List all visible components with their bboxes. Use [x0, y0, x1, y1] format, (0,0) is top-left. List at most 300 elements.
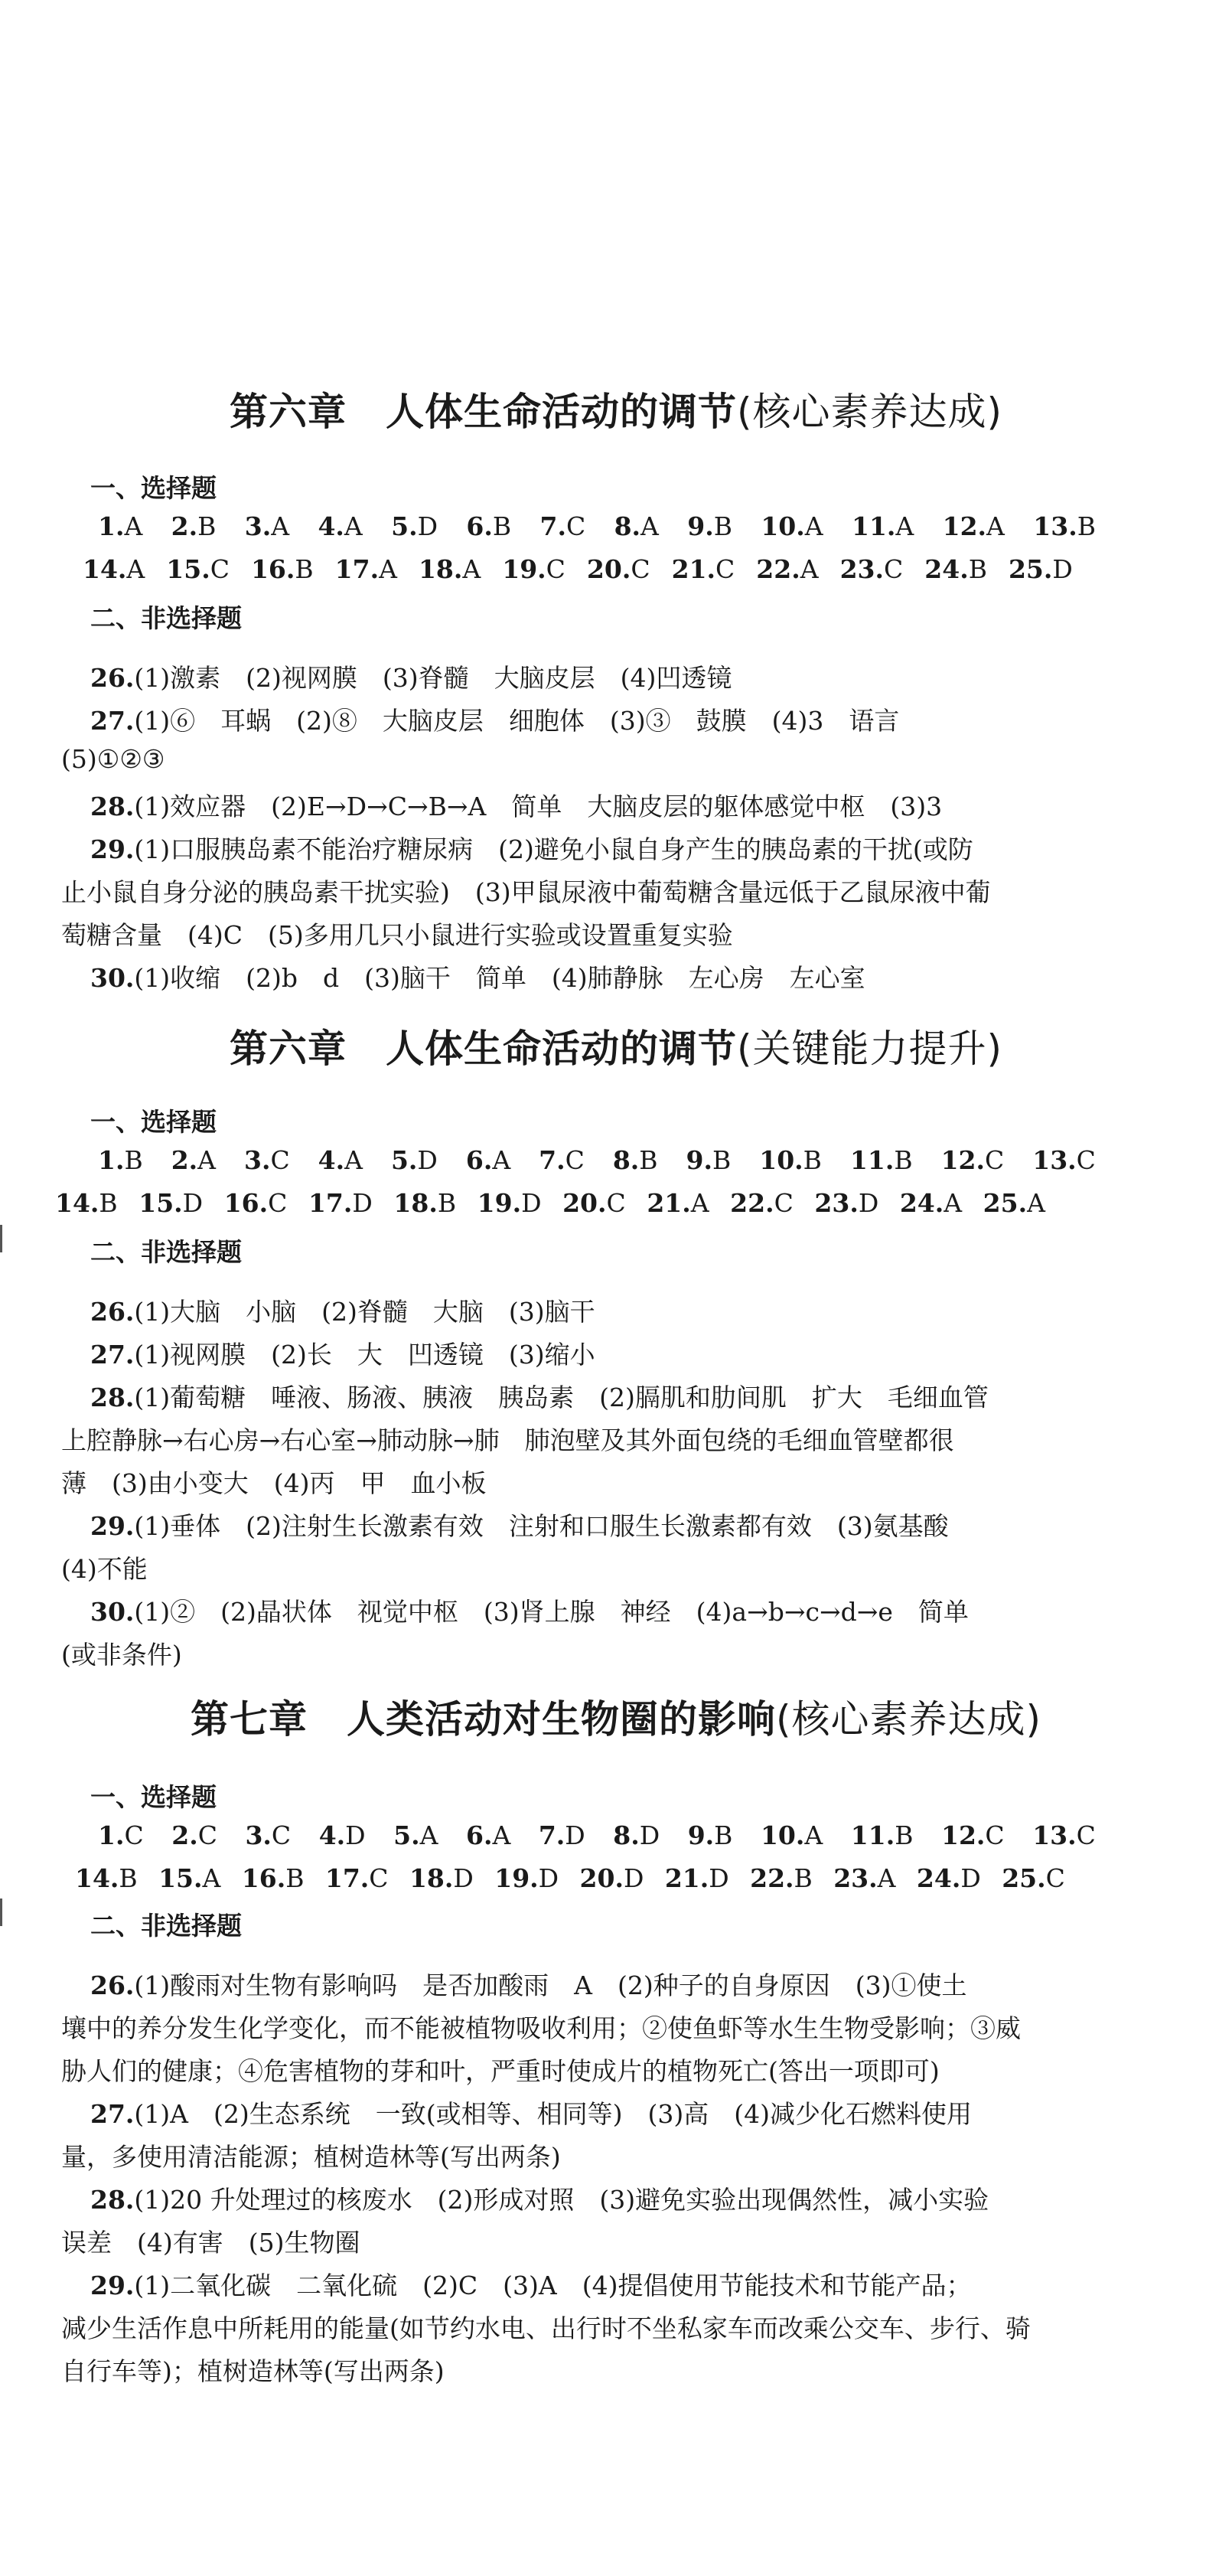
answer-letter: A — [124, 511, 143, 541]
choice-answer-item — [562, 1188, 626, 1218]
question-number: 20. — [579, 1863, 624, 1893]
choice-answer-item — [244, 1145, 290, 1175]
choice-answer-item — [539, 1820, 585, 1850]
nonchoice-heading: 二、非选择题 — [90, 1911, 242, 1941]
answer-line — [90, 958, 1146, 994]
answer-letter: C — [197, 1820, 217, 1850]
answer-letter: C — [1076, 1145, 1096, 1175]
chapter-title-sub: (核心素养达成) — [775, 1697, 1041, 1742]
answer-text: (1)口服胰岛素不能治疗糖尿病 (2)避免小鼠自身产生的胰岛素的干扰(或防 — [134, 834, 973, 864]
choice-answer-item — [245, 1820, 291, 1850]
choice-answer-item — [466, 511, 511, 541]
question-number: 7. — [538, 1820, 565, 1850]
chapter-title-main: 第六章 人体生命活动的调节 — [229, 390, 737, 434]
answer-letter: B — [197, 511, 217, 541]
choice-answer-item — [171, 1820, 217, 1850]
answer-letter: B — [639, 1145, 658, 1175]
choice-answer-item — [983, 1188, 1045, 1218]
question-number: 29. — [90, 2271, 135, 2300]
question-number: 23. — [814, 1188, 859, 1218]
answer-letter: C — [565, 511, 586, 541]
answer-text: 自行车等)；植树造林等(写出两条) — [61, 2356, 445, 2386]
chapter-title — [0, 1018, 1232, 1073]
question-number: 11. — [851, 511, 896, 541]
answer-text: (1)视网膜 (2)长 大 凹透镜 (3)缩小 — [134, 1340, 595, 1370]
choice-answer-item — [850, 1145, 913, 1175]
answer-line — [61, 873, 1117, 909]
question-number: 18. — [418, 554, 463, 584]
question-number: 16. — [250, 554, 295, 584]
choice-answer-item — [761, 1820, 823, 1850]
question-number: 12. — [940, 1820, 986, 1850]
choice-answer-item — [477, 1188, 542, 1218]
answer-letter: C — [631, 554, 650, 584]
choice-answer-item — [814, 1188, 878, 1218]
question-number: 5. — [390, 1145, 418, 1175]
question-number: 13. — [1033, 511, 1077, 541]
question-number: 23. — [839, 554, 884, 584]
question-number: 24. — [899, 1188, 944, 1218]
answer-line — [90, 1592, 1146, 1628]
answer-letter: B — [712, 1145, 732, 1175]
answer-line — [90, 1507, 1146, 1543]
question-number: 3. — [245, 1820, 272, 1850]
question-number: 15. — [158, 1863, 203, 1893]
choice-answer-item — [319, 1820, 366, 1850]
answer-letter: D — [623, 1863, 644, 1893]
choice-answer-item — [665, 1863, 729, 1893]
choice-answer-item — [393, 1188, 456, 1218]
answer-text: (1)二氧化碳 二氧化硫 (2)C (3)A (4)提倡使用节能技术和节能产品； — [134, 2271, 972, 2300]
answer-letter: C — [546, 554, 565, 584]
answer-line — [61, 2052, 1117, 2088]
choice-answer-item — [308, 1188, 373, 1218]
chapter-title-sub: (核心素养达成) — [736, 390, 1002, 434]
question-number: 5. — [391, 511, 418, 541]
answer-letter: B — [713, 511, 732, 541]
answer-letter: B — [895, 1820, 914, 1850]
question-number: 14. — [83, 554, 127, 584]
question-number: 25. — [1002, 1863, 1046, 1893]
answer-line — [61, 744, 1117, 774]
choice-answer-item — [587, 554, 650, 584]
question-number: 19. — [477, 1188, 522, 1218]
answer-letter: A — [271, 511, 290, 541]
answer-letter: A — [804, 1820, 823, 1850]
question-number: 6. — [465, 1820, 493, 1850]
answer-letter: B — [968, 554, 987, 584]
question-number: 11. — [849, 1145, 895, 1175]
answer-letter: D — [538, 1863, 559, 1893]
answer-line — [61, 2223, 1117, 2259]
answer-text: (1)20 升处理过的核废水 (2)形成对照 (3)避免实验出现偶然性，减小实验 — [134, 2185, 989, 2215]
question-number: 22. — [730, 1188, 774, 1218]
question-number: 3. — [244, 511, 272, 541]
choice-answer-item — [580, 1863, 644, 1893]
answer-text: 止小鼠自身分泌的胰岛素干扰实验) (3)甲鼠尿液中葡萄糖含量远低于乙鼠尿液中葡 — [61, 877, 991, 907]
answer-letter: C — [1045, 1863, 1065, 1893]
answer-line — [61, 916, 1117, 952]
choice-answers-row — [75, 1863, 1065, 1893]
question-number: 4. — [318, 1820, 346, 1850]
choice-answer-item — [613, 1145, 658, 1175]
answer-letter: B — [714, 1820, 733, 1850]
answer-letter: D — [182, 1188, 204, 1218]
choice-answer-item — [318, 1145, 363, 1175]
question-number: 13. — [1032, 1145, 1077, 1175]
choice-answer-item — [409, 1863, 474, 1893]
question-number: 7. — [539, 511, 566, 541]
question-number: 24. — [916, 1863, 961, 1893]
choice-answer-item — [98, 1145, 143, 1175]
question-number: 4. — [318, 511, 344, 541]
question-number: 19. — [502, 554, 546, 584]
answer-text: (5)①②③ — [61, 744, 165, 774]
choice-answer-item — [1009, 554, 1073, 584]
choice-answers-row — [98, 1820, 1096, 1850]
question-number: 8. — [614, 511, 641, 541]
answer-line — [90, 787, 1146, 823]
answer-letter: D — [709, 1863, 729, 1893]
nonchoice-heading: 二、非选择题 — [90, 1237, 242, 1267]
answer-letter: C — [985, 1145, 1005, 1175]
choice-answer-item — [245, 511, 289, 541]
answer-text: 萄糖含量 (4)C (5)多用几只小鼠进行实验或设置重复实验 — [61, 920, 733, 950]
answer-line — [90, 658, 1146, 694]
question-number: 29. — [90, 834, 135, 864]
question-number: 6. — [465, 1145, 493, 1175]
choice-answer-item — [900, 1188, 962, 1218]
answer-letter: D — [417, 511, 438, 541]
choice-answer-item — [647, 1188, 709, 1218]
question-number: 6. — [466, 511, 493, 541]
answer-line — [61, 1464, 1117, 1500]
choice-answer-item — [325, 1863, 389, 1893]
question-number: 3. — [243, 1145, 271, 1175]
choice-answer-item — [672, 554, 735, 584]
question-number: 25. — [1008, 554, 1053, 584]
question-number: 27. — [90, 706, 135, 736]
choice-answer-item — [466, 1145, 510, 1175]
question-number: 1. — [98, 1145, 125, 1175]
answer-line — [61, 1421, 1117, 1457]
answer-letter: A — [126, 554, 145, 584]
answer-letter: C — [884, 554, 904, 584]
answer-letter: A — [419, 1820, 438, 1850]
choice-answer-item — [1032, 1145, 1096, 1175]
choice-answer-item — [540, 511, 586, 541]
answer-text: 上腔静脉→右心房→右心室→肺动脉→肺 肺泡壁及其外面包绕的毛细血管壁都很 — [61, 1425, 954, 1455]
chapter-title-sub: (关键能力提升) — [736, 1027, 1002, 1071]
answer-letter: D — [521, 1188, 542, 1218]
answer-line — [61, 1549, 1117, 1585]
question-number: 14. — [55, 1188, 99, 1218]
choice-answer-item — [924, 554, 987, 584]
answer-letter: A — [492, 1145, 511, 1175]
choice-answer-item — [98, 1820, 144, 1850]
answer-letter: B — [1077, 511, 1096, 541]
question-number: 12. — [940, 1145, 985, 1175]
question-number: 15. — [139, 1188, 183, 1218]
answer-letter: C — [985, 1820, 1005, 1850]
answer-line — [90, 2266, 1146, 2302]
choice-answer-item — [393, 1820, 438, 1850]
answer-letter: A — [877, 1863, 896, 1893]
answer-letter: C — [565, 1145, 585, 1175]
question-number: 16. — [223, 1188, 269, 1218]
question-number: 9. — [687, 1820, 715, 1850]
answer-line — [90, 1966, 1146, 2002]
answer-letter: A — [197, 1145, 216, 1175]
question-number: 28. — [90, 1383, 135, 1412]
question-number: 30. — [90, 963, 135, 993]
answer-letter: C — [774, 1188, 794, 1218]
answer-letter: B — [119, 1863, 138, 1893]
choice-answer-item — [943, 511, 1005, 541]
choice-answer-item — [756, 554, 818, 584]
answer-letter: C — [606, 1188, 626, 1218]
answer-letter: A — [379, 554, 397, 584]
question-number: 28. — [90, 792, 135, 821]
choice-answer-item — [833, 1863, 895, 1893]
answer-line — [90, 701, 1146, 737]
choice-answer-item — [55, 1188, 118, 1218]
answer-text: (1)大脑 小脑 (2)脊髓 大脑 (3)脑干 — [134, 1297, 595, 1327]
question-number: 20. — [586, 554, 631, 584]
choice-heading: 一、选择题 — [90, 473, 217, 503]
answer-text: (4)不能 — [61, 1554, 148, 1584]
answer-letter: A — [344, 511, 363, 541]
answer-text: 壤中的养分发生化学变化，而不能被植物吸收利用；②使鱼虾等水生生物受影响；③威 — [61, 2013, 1021, 2043]
answer-text: (1)葡萄糖 唾液、肠液、胰液 胰岛素 (2)膈肌和肋间肌 扩大 毛细血管 — [134, 1383, 989, 1412]
answer-text: 误差 (4)有害 (5)生物圈 — [61, 2228, 360, 2258]
choice-answer-item — [502, 554, 565, 584]
question-number: 21. — [664, 1863, 709, 1893]
answer-line — [61, 2137, 1117, 2173]
answer-letter: C — [1076, 1820, 1096, 1850]
choice-answer-item — [158, 1863, 220, 1893]
question-number: 2. — [171, 1145, 198, 1175]
answer-line — [61, 1635, 1117, 1671]
question-number: 21. — [671, 554, 716, 584]
choice-answers-row — [98, 511, 1096, 541]
answer-letter: D — [345, 1820, 366, 1850]
answer-text: (1)⑥ 耳蜗 (2)⑧ 大脑皮层 细胞体 (3)③ 鼓膜 (4)3 语言 — [134, 706, 900, 736]
answer-letter: A — [640, 511, 659, 541]
answer-line — [61, 2352, 1117, 2388]
choice-answer-item — [1002, 1863, 1065, 1893]
answer-letter: C — [270, 1145, 290, 1175]
answer-letter: A — [1027, 1188, 1045, 1218]
question-number: 26. — [90, 663, 135, 693]
choice-answer-item — [613, 1820, 660, 1850]
question-number: 18. — [393, 1188, 438, 1218]
question-number: 28. — [90, 2185, 135, 2215]
choice-answer-item — [171, 511, 217, 541]
question-number: 26. — [90, 1297, 135, 1327]
choice-answer-item — [750, 1863, 813, 1893]
chapter-title — [0, 1689, 1232, 1744]
answer-text: (1)效应器 (2)E→D→C→B→A 简单 大脑皮层的躯体感觉中枢 (3)3 — [134, 792, 943, 821]
choice-answers-row — [55, 1188, 1045, 1218]
choice-answer-item — [242, 1863, 305, 1893]
choice-heading: 一、选择题 — [90, 1782, 217, 1812]
choice-heading: 一、选择题 — [90, 1107, 217, 1137]
question-number: 7. — [539, 1145, 565, 1175]
answer-line — [61, 2309, 1117, 2345]
answer-letter: D — [417, 1145, 438, 1175]
choice-answer-item — [466, 1820, 510, 1850]
nonchoice-heading: 二、非选择题 — [90, 603, 242, 633]
answer-letter: C — [715, 554, 735, 584]
question-number: 12. — [942, 511, 987, 541]
answer-letter: C — [369, 1863, 389, 1893]
question-number: 21. — [647, 1188, 691, 1218]
answer-line — [61, 2009, 1117, 2045]
choice-answer-item — [391, 1145, 438, 1175]
answer-letter: A — [800, 554, 819, 584]
answer-letter: B — [894, 1145, 913, 1175]
choice-answer-item — [730, 1188, 794, 1218]
answer-line — [90, 830, 1146, 866]
question-number: 1. — [98, 511, 125, 541]
choice-answer-item — [917, 1863, 981, 1893]
answer-letter: A — [944, 1188, 963, 1218]
answer-line — [90, 1292, 1146, 1328]
choice-answer-item — [1032, 1820, 1096, 1850]
answer-line — [90, 1378, 1146, 1414]
choice-answer-item — [494, 1863, 559, 1893]
question-number: 26. — [90, 1970, 135, 2000]
question-number: 11. — [850, 1820, 895, 1850]
question-number: 9. — [687, 511, 714, 541]
answer-letter: C — [268, 1188, 288, 1218]
choice-answer-item — [687, 511, 732, 541]
question-number: 20. — [562, 1188, 607, 1218]
question-number: 2. — [171, 511, 198, 541]
question-number: 19. — [494, 1863, 539, 1893]
answer-line — [90, 2094, 1146, 2130]
question-number: 27. — [90, 1340, 135, 1370]
answer-letter: D — [453, 1863, 474, 1893]
question-number: 24. — [924, 554, 969, 584]
choice-answer-item — [941, 1820, 1005, 1850]
answer-letter: C — [210, 554, 230, 584]
choice-answer-item — [98, 511, 142, 541]
answer-text: (1)酸雨对生物有影响吗 是否加酸雨 A (2)种子的自身原因 (3)①使土 — [134, 1970, 967, 2000]
answer-letter: A — [986, 511, 1005, 541]
answer-letter: A — [344, 1145, 363, 1175]
choice-answers-row — [83, 554, 1073, 584]
question-number: 4. — [318, 1145, 345, 1175]
answer-letter: A — [462, 554, 481, 584]
answer-text: 量，多使用清洁能源；植树造林等(写出两条) — [61, 2142, 561, 2172]
choice-answer-item — [419, 554, 481, 584]
choice-answer-item — [688, 1820, 733, 1850]
answer-text: (1)垂体 (2)注射生长激素有效 注射和口服生长激素都有效 (3)氨基酸 — [134, 1511, 949, 1541]
chapter-title-main: 第六章 人体生命活动的调节 — [229, 1027, 737, 1071]
choice-answer-item — [171, 1145, 216, 1175]
answer-text: (1)② (2)晶状体 视觉中枢 (3)肾上腺 神经 (4)a→b→c→d→e 简单 — [134, 1597, 969, 1627]
answer-text: 减少生活作息中所耗用的能量(如节约水电、出行时不坐私家车而改乘公交车、步行、骑 — [61, 2313, 1031, 2343]
question-number: 17. — [324, 1863, 370, 1893]
answer-text: (1)A (2)生态系统 一致(或相等、相同等) (3)高 (4)减少化石燃料使用 — [134, 2099, 972, 2129]
choice-answer-item — [614, 511, 659, 541]
question-number: 9. — [686, 1145, 712, 1175]
answer-letter: D — [352, 1188, 373, 1218]
question-number: 25. — [983, 1188, 1028, 1218]
question-number: 14. — [75, 1863, 119, 1893]
question-number: 22. — [750, 1863, 794, 1893]
chapter-title — [0, 381, 1232, 436]
question-number: 10. — [759, 1145, 803, 1175]
question-number: 29. — [90, 1511, 135, 1541]
answer-letter: A — [202, 1863, 221, 1893]
answer-letter: A — [690, 1188, 709, 1218]
binding-mark — [0, 1899, 2, 1926]
answer-letter: B — [803, 1145, 822, 1175]
choice-answer-item — [1033, 511, 1096, 541]
answer-letter: B — [295, 554, 314, 584]
question-number: 10. — [761, 511, 805, 541]
choice-answers-row — [98, 1145, 1096, 1175]
choice-answer-item — [75, 1863, 138, 1893]
choice-answer-item — [251, 554, 314, 584]
answer-letter: B — [794, 1863, 813, 1893]
answer-letter: C — [271, 1820, 292, 1850]
question-number: 22. — [756, 554, 800, 584]
choice-answer-item — [166, 554, 230, 584]
choice-answer-item — [335, 554, 397, 584]
answer-letter: D — [858, 1188, 879, 1218]
answer-letter: D — [1052, 554, 1073, 584]
answer-text: 薄 (3)由小变大 (4)丙 甲 血小板 — [61, 1468, 487, 1498]
chapter-title-main: 第七章 人类活动对生物圈的影响 — [190, 1697, 776, 1742]
answer-text: (1)收缩 (2)b d (3)脑干 简单 (4)肺静脉 左心房 左心室 — [134, 963, 865, 993]
question-number: 27. — [90, 2099, 135, 2129]
question-number: 8. — [613, 1820, 640, 1850]
question-number: 8. — [612, 1145, 640, 1175]
answer-letter: A — [804, 511, 823, 541]
choice-answer-item — [224, 1188, 288, 1218]
question-number: 15. — [166, 554, 210, 584]
question-number: 2. — [171, 1820, 198, 1850]
answer-letter: D — [960, 1863, 981, 1893]
answer-letter: D — [565, 1820, 585, 1850]
choice-answer-item — [318, 511, 362, 541]
answer-letter: A — [895, 511, 914, 541]
answer-text: (1)激素 (2)视网膜 (3)脊髓 大脑皮层 (4)凹透镜 — [134, 663, 732, 693]
binding-mark — [0, 1225, 2, 1252]
answer-line — [90, 2180, 1146, 2216]
answer-letter: D — [639, 1820, 660, 1850]
choice-answer-item — [852, 511, 914, 541]
question-number: 17. — [334, 554, 380, 584]
choice-answer-item — [139, 1188, 203, 1218]
question-number: 5. — [393, 1820, 420, 1850]
answer-letter: A — [492, 1820, 511, 1850]
question-number: 23. — [833, 1863, 878, 1893]
answer-text: (或非条件) — [61, 1640, 182, 1670]
answer-letter: B — [437, 1188, 457, 1218]
question-number: 10. — [760, 1820, 805, 1850]
question-number: 16. — [241, 1863, 286, 1893]
question-number: 1. — [98, 1820, 125, 1850]
choice-answer-item — [83, 554, 145, 584]
question-number: 13. — [1032, 1820, 1077, 1850]
choice-answer-item — [761, 511, 823, 541]
question-number: 18. — [409, 1863, 454, 1893]
